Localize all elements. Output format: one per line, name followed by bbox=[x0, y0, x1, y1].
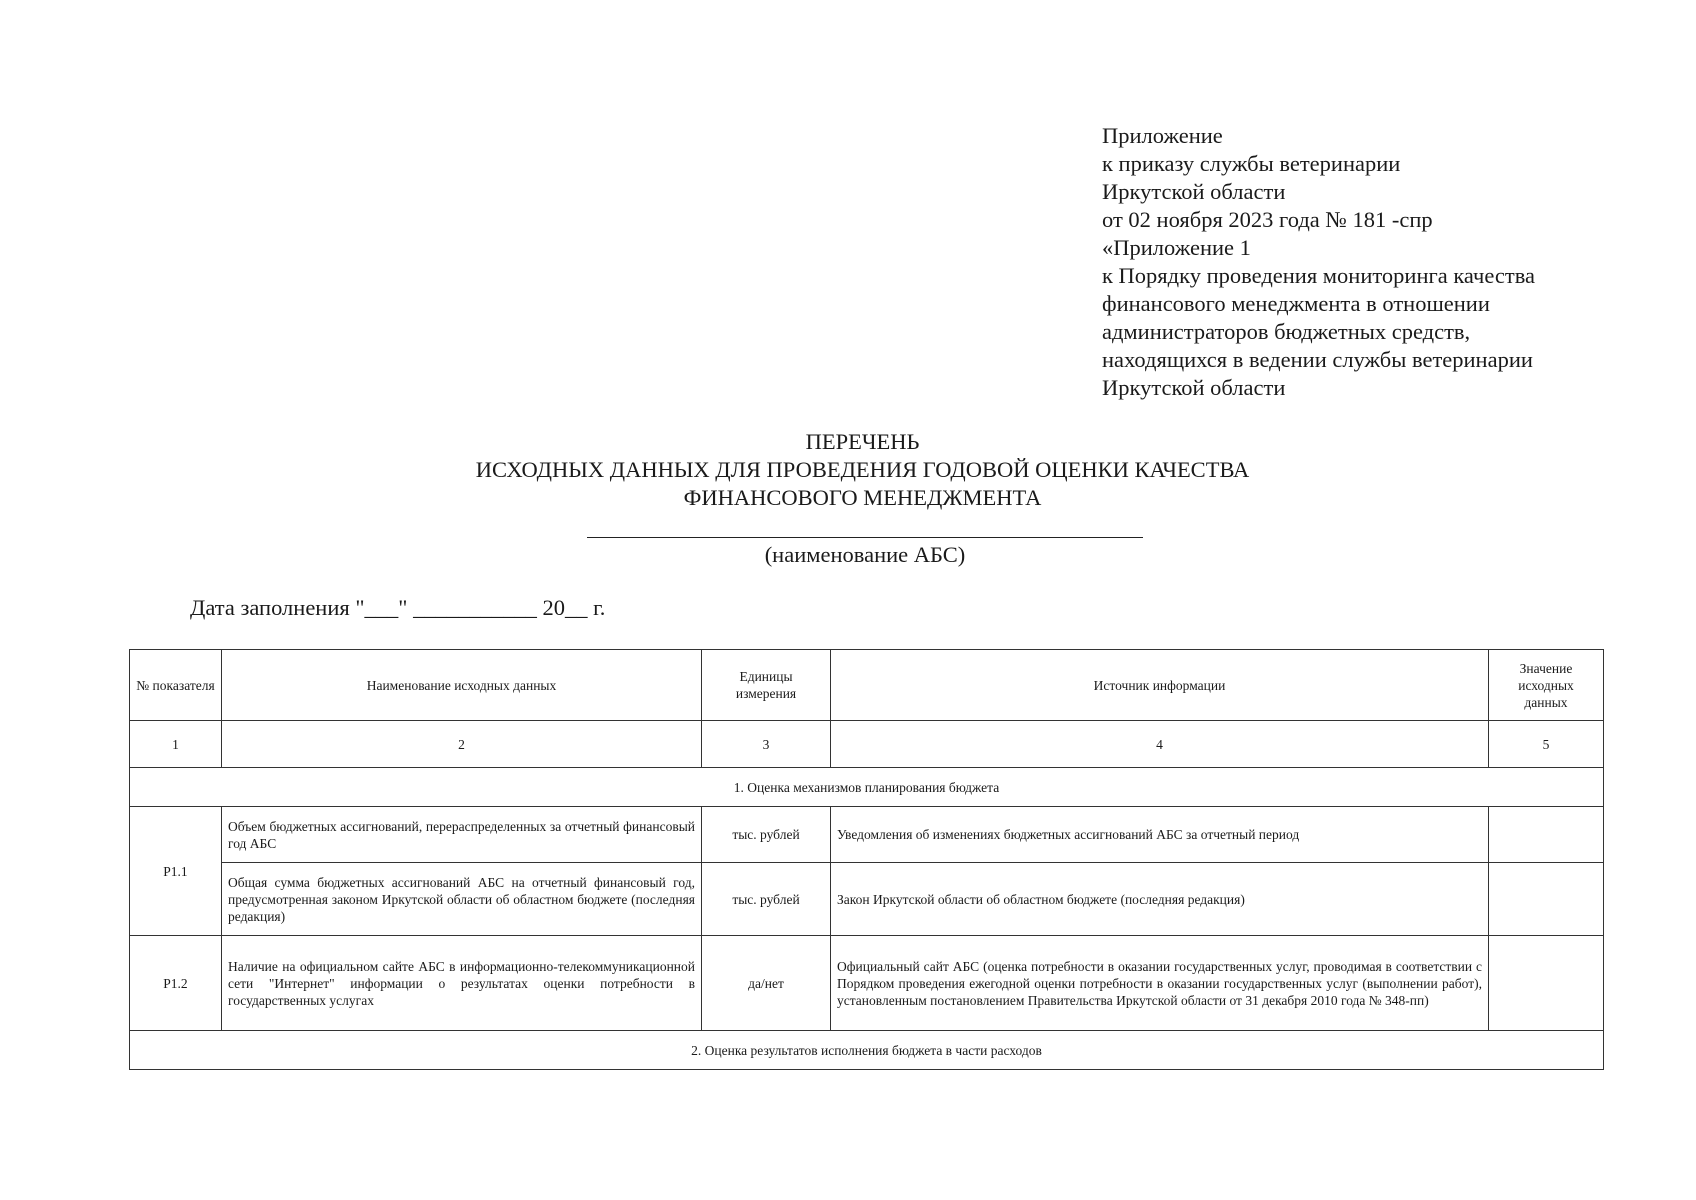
header-value: Значение исходных данных bbox=[1489, 650, 1604, 721]
indicator-data-name: Объем бюджетных ассигнований, перераспределенных за отчетный финансовый год АБС bbox=[222, 807, 702, 863]
indicator-value-cell bbox=[1489, 936, 1604, 1031]
header-line: финансового менеджмента в отношении bbox=[1102, 291, 1490, 316]
header-line: Иркутской области bbox=[1102, 375, 1286, 400]
document-title bbox=[0, 428, 1696, 512]
indicator-source: Закон Иркутской области об областном бюджете (последняя редакция) bbox=[831, 863, 1489, 936]
header-line: «Приложение 1 bbox=[1102, 235, 1251, 260]
header-line: Приложение bbox=[1102, 123, 1223, 148]
indicator-source: Уведомления об изменениях бюджетных ассигнований АБС за отчетный период bbox=[831, 807, 1489, 863]
header-line: от 02 ноября 2023 года № 181 -спр bbox=[1102, 207, 1433, 232]
indicator-value-cell bbox=[1489, 863, 1604, 936]
header-line: к Порядку проведения мониторинга качества bbox=[1102, 263, 1536, 288]
title-line-1: ПЕРЕЧЕНЬ bbox=[805, 429, 920, 454]
header-source: Источник информации bbox=[831, 650, 1489, 721]
indicator-value-cell bbox=[1489, 807, 1604, 863]
table-row bbox=[130, 863, 1604, 936]
indicator-data-name: Наличие на официальном сайте АБС в информационно-телекоммуникационной сети "Интернет" информации о результатах оценки потребности в государственных услугах bbox=[222, 936, 702, 1031]
header-line: Иркутской области bbox=[1102, 179, 1286, 204]
indicator-code: P1.2 bbox=[130, 936, 222, 1031]
column-number: 2 bbox=[222, 721, 702, 768]
column-number: 4 bbox=[831, 721, 1489, 768]
indicator-code: P1.1 bbox=[130, 807, 222, 936]
header-line: к приказу службы ветеринарии bbox=[1102, 151, 1401, 176]
section-row bbox=[130, 768, 1604, 807]
header-line: администраторов бюджетных средств, bbox=[1102, 319, 1471, 344]
table-header-row bbox=[130, 650, 1604, 721]
indicator-source: Официальный сайт АБС (оценка потребности в оказании государственных услуг, проводимая в соответствии с Порядком проведения ежегодной оценки потребности в оказании государственных услуг (выполнении работ), установленным постановлением Правительства Иркутской области от 31 декабря 2010 года № 348-пп) bbox=[831, 936, 1489, 1031]
section-2-title: 2. Оценка результатов исполнения бюджета в части расходов bbox=[130, 1031, 1604, 1070]
header-name: Наименование исходных данных bbox=[222, 650, 702, 721]
column-number: 5 bbox=[1489, 721, 1604, 768]
column-number-row bbox=[130, 721, 1604, 768]
indicator-units: тыс. рублей bbox=[702, 863, 831, 936]
abs-name-blank-line bbox=[587, 537, 1143, 538]
indicator-units: тыс. рублей bbox=[702, 807, 831, 863]
source-data-table bbox=[129, 649, 1604, 1070]
fill-date-line: Дата заполнения "___" ___________ 20__ г. bbox=[190, 595, 606, 620]
header-num: № показателя bbox=[130, 650, 222, 721]
header-units: Единицы измерения bbox=[702, 650, 831, 721]
title-line-3: ФИНАНСОВОГО МЕНЕДЖМЕНТА bbox=[683, 485, 1042, 510]
indicator-data-name: Общая сумма бюджетных ассигнований АБС на отчетный финансовый год, предусмотренная законом Иркутской области об областном бюджете (последняя редакция) bbox=[222, 863, 702, 936]
header-line: находящихся в ведении службы ветеринарии bbox=[1102, 347, 1533, 372]
abs-name-caption: (наименование АБС) bbox=[764, 542, 966, 567]
indicator-units: да/нет bbox=[702, 936, 831, 1031]
section-1-title: 1. Оценка механизмов планирования бюджета bbox=[130, 768, 1604, 807]
appendix-header bbox=[1102, 122, 1535, 402]
table-row bbox=[130, 936, 1604, 1031]
column-number: 3 bbox=[702, 721, 831, 768]
title-line-2: ИСХОДНЫХ ДАННЫХ ДЛЯ ПРОВЕДЕНИЯ ГОДОВОЙ ОЦЕНКИ КАЧЕСТВА bbox=[475, 457, 1250, 482]
section-row bbox=[130, 1031, 1604, 1070]
column-number: 1 bbox=[130, 721, 222, 768]
table-row bbox=[130, 807, 1604, 863]
